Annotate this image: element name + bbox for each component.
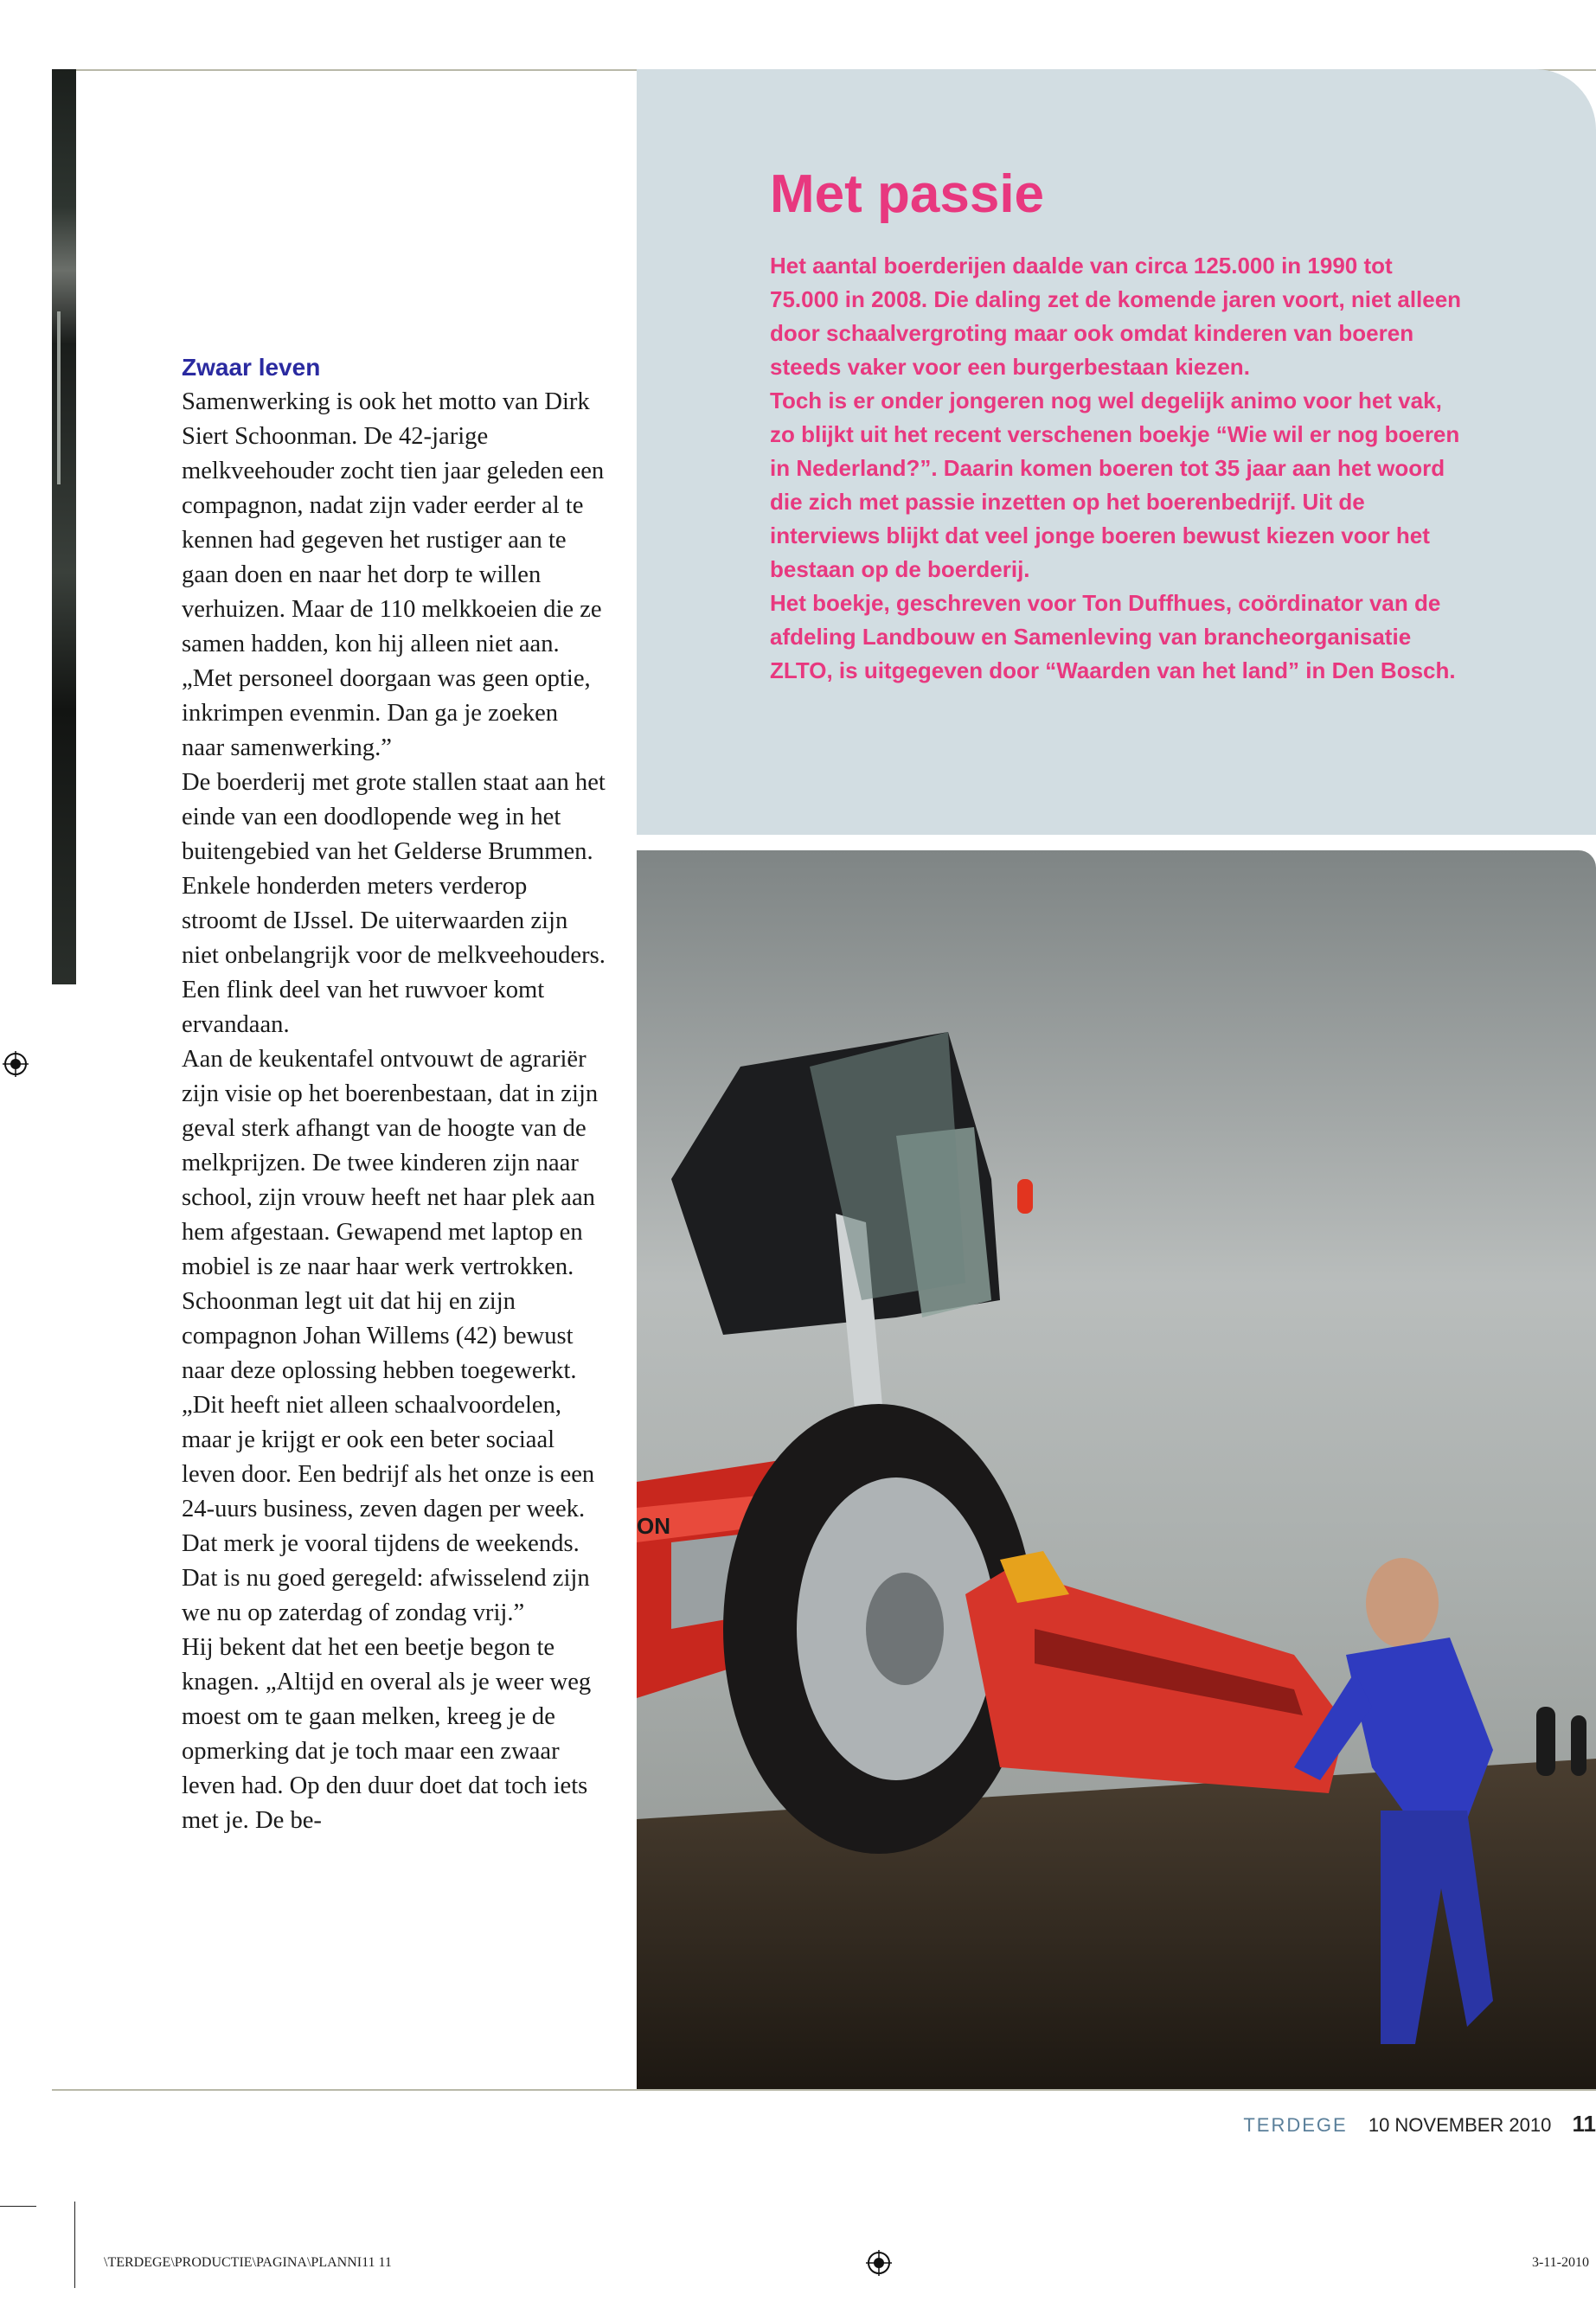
crop-mark [0, 2206, 36, 2207]
box-paragraph: Het aantal boerderijen daalde van circa 125.000 in 1990 tot 75.000 in 2008. Die daling zet de komende jaren voort, niet alleen door schaalvergroting maar ook omdat kinderen van boeren steeds vaker voor een burgerbestaan kiezen. [770, 253, 1462, 380]
exhaust-light [1017, 1179, 1033, 1214]
tractor-badge: ON [637, 1513, 670, 1539]
box-paragraph: Het boekje, geschreven voor Ton Duffhues, coördinator van de afdeling Landbouw en Samenleving van brancheorganisatie ZLTO, is uitgegeven door “Waarden van het land” in Den Bosch. [770, 590, 1456, 683]
spread-photo-edge [52, 69, 76, 984]
tractor-photo-art [637, 850, 1596, 2089]
magazine-name: TERDEGE [1243, 2114, 1348, 2136]
slug-date: 3-11-2010 [1531, 2255, 1589, 2270]
article-paragraph: Samenwerking is ook het motto van Dirk Siert Schoonman. De 42-jarige melkveehouder zocht tien jaar geleden een compagnon, nadat zijn vader eerder al te kennen had gegeven het rustiger aan te gaan doen en naar het dorp te willen verhuizen. Maar de 110 melkkoeien die ze samen hadden, kon hij alleen niet aan. „Met personeel doorgaan was geen optie, inkrimpen evenmin. Dan ga je zoeken naar samenwerking.” [182, 388, 605, 761]
page-number: 11 [1572, 2111, 1596, 2137]
registration-mark-icon [3, 1051, 29, 1077]
box-title: Met passie [770, 164, 1045, 224]
box-paragraph: Toch is er onder jongeren nog wel degelijk animo voor het vak, zo blijkt uit het recent verschenen boekje “Wie wil er nog boeren in Nederland?”. Daarin komen boeren tot 35 jaar aan het woord die zich met passie inzetten op het boerenbedrijf. Uit de interviews blijkt dat veel jonge boeren bewust kiezen voor het bestaan op de boerderij. [770, 388, 1460, 582]
sidebar-article [182, 350, 606, 1838]
registration-mark-icon [866, 2250, 892, 2276]
footer-rule [52, 2089, 1596, 2091]
crop-mark [74, 2202, 75, 2288]
article-subheading: Zwaar leven [182, 354, 321, 381]
page-footer [1243, 2111, 1596, 2138]
farmer-head [1366, 1558, 1439, 1648]
article-paragraph: Schoonman legt uit dat hij en zijn compagnon Johan Willems (42) bewust naar deze oplossing hebben toegewerkt. „Dit heeft niet alleen schaalvoordelen, maar je krijgt er ook een beter sociaal leven door. Een bedrijf als het onze is een 24-uurs business, zeven dagen per week. Dat merk je vooral tijdens de weekends. Dat is nu goed geregeld: afwisselend zijn we nu op zaterdag of zondag vrij.” [182, 1288, 595, 1626]
article-paragraph: Hij bekent dat het een beetje begon te knagen. „Altijd en overal als je weer weg moest om te gaan melken, kreeg je de opmerking dat je toch maar een zwaar leven had. Op den duur doet dat toch iets met je. De be- [182, 1634, 592, 1834]
tractor-photo [637, 850, 1596, 2089]
article-paragraph: De boerderij met grote stallen staat aan het einde van een doodlopende weg in het buitengebied van het Gelderse Brummen. Enkele honderden meters verderop stroomt de IJssel. De uiterwaarden zijn niet onbelangrijk voor de melkveehouders. Een flink deel van het ruwvoer komt ervandaan. [182, 769, 606, 1038]
issue-date: 10 NOVEMBER 2010 [1368, 2114, 1552, 2136]
rear-wheel-hub [866, 1573, 944, 1685]
box-body [770, 249, 1462, 688]
slug-path: \TERDEGE\PRODUCTIE\PAGINA\PLANNI11 11 [104, 2255, 392, 2270]
article-paragraph: Aan de keukentafel ontvouwt de agrariër zijn visie op het boerenbestaan, dat in zijn geval sterk afhangt van de hoogte van de melkprijzen. De twee kinderen zijn naar school, zijn vrouw heeft net haar plek aan hem afgestaan. Gewapend met laptop en mobiel is ze naar haar werk vertrokken. [182, 1046, 599, 1280]
